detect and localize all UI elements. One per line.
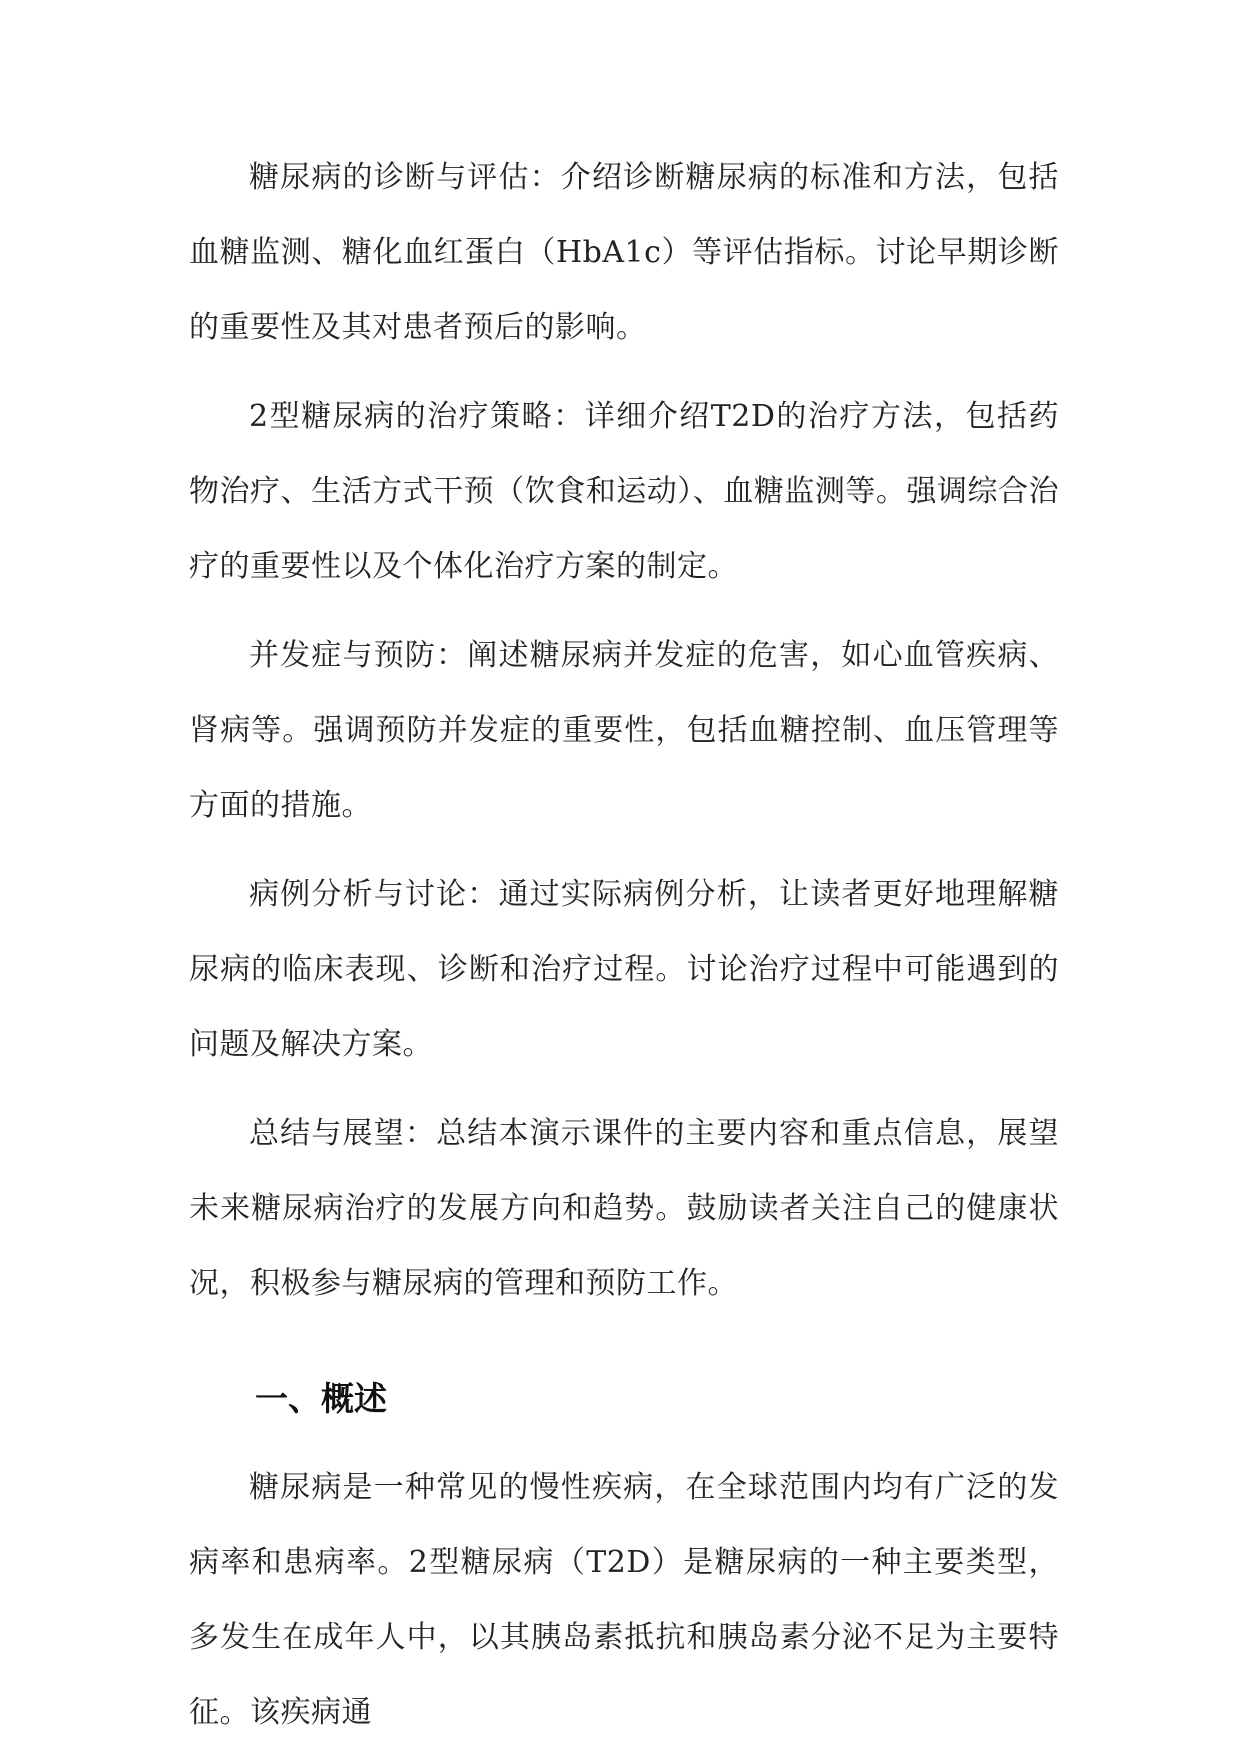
section-heading: 一、概述 xyxy=(255,1379,387,1418)
document-body xyxy=(189,140,1059,1764)
paragraph-case-analysis: 病例分析与讨论：通过实际病例分析，让读者更好地理解糖尿病的临床表现、诊断和治疗过程。讨论治疗过程中可能遇到的问题及解决方案。 xyxy=(189,877,1059,1062)
paragraph-diagnosis: 糖尿病的诊断与评估：介绍诊断糖尿病的标准和方法，包括血糖监测、糖化血红蛋白（HbA1c）等评估指标。讨论早期诊断的重要性及其对患者预后的影响。 xyxy=(189,160,1059,345)
paragraph-summary: 总结与展望：总结本演示课件的主要内容和重点信息，展望未来糖尿病治疗的发展方向和趋势。鼓励读者关注自己的健康状况，积极参与糖尿病的管理和预防工作。 xyxy=(189,1116,1059,1301)
paragraph-treatment: 2型糖尿病的治疗策略：详细介绍T2D的治疗方法，包括药物治疗、生活方式干预（饮食和运动）、血糖监测等。强调综合治疗的重要性以及个体化治疗方案的制定。 xyxy=(189,399,1059,584)
paragraph-overview: 糖尿病是一种常见的慢性疾病，在全球范围内均有广泛的发病率和患病率。2型糖尿病（T2D）是糖尿病的一种主要类型，多发生在成年人中，以其胰岛素抵抗和胰岛素分泌不足为主要特征。该疾病通 xyxy=(189,1470,1059,1730)
paragraph-complications: 并发症与预防：阐述糖尿病并发症的危害，如心血管疾病、肾病等。强调预防并发症的重要性，包括血糖控制、血压管理等方面的措施。 xyxy=(189,638,1059,823)
